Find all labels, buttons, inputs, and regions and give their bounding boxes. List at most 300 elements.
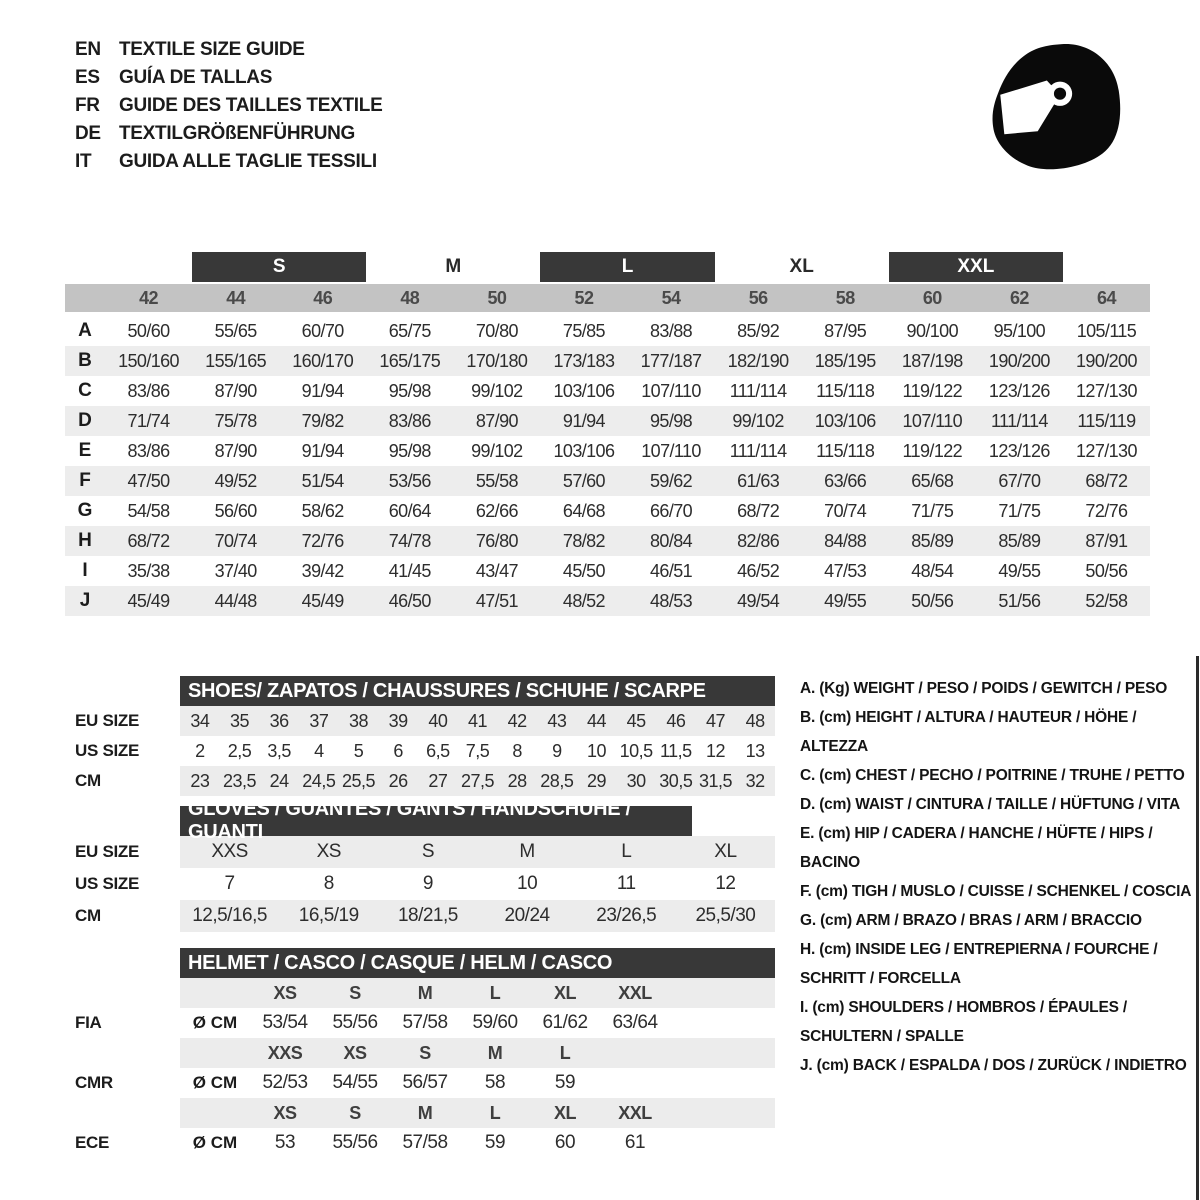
measurement-value: 182/190	[727, 350, 789, 371]
size-label: 60	[922, 287, 942, 308]
shoe-size-value: 23	[190, 770, 210, 791]
measurement-value: 107/110	[902, 410, 963, 431]
measurement-value: 83/86	[127, 380, 170, 401]
shoe-size-value: 10	[586, 740, 606, 761]
measurement-value: 72/76	[1085, 500, 1128, 521]
legend-key: B.	[800, 709, 816, 726]
helmet-size-label: L	[489, 982, 501, 1003]
helmet-size-value: 59	[484, 1132, 506, 1153]
measurement-value: 55/65	[214, 320, 257, 341]
measurement-value: 49/54	[737, 590, 780, 611]
language-code: FR	[75, 95, 100, 116]
helmet-size-value: 56/57	[402, 1072, 448, 1093]
size-group-header-row	[65, 252, 1150, 282]
helmet-value-row	[65, 1068, 775, 1098]
shoes-section-title: SHOES/ ZAPATOS / CHAUSSURES / SCHUHE / SCARPE	[188, 679, 706, 702]
measurement-value: 68/72	[737, 500, 780, 521]
row-label: US SIZE	[75, 741, 140, 760]
measurement-value: 46/51	[650, 560, 693, 581]
shoe-size-value: 32	[745, 770, 765, 791]
measurement-value: 76/80	[475, 530, 518, 551]
measurement-value: 47/51	[475, 590, 518, 611]
row-letter: B	[78, 350, 92, 371]
legend-text: HIP / CADERA / HANCHE / HÜFTE / HIPS / BACINO	[800, 825, 1153, 871]
table-row	[65, 376, 1150, 406]
measurement-value: 41/45	[388, 560, 431, 581]
gloves-rows	[65, 836, 775, 932]
diameter-cm-label: Ø CM	[192, 1073, 238, 1092]
shoe-size-value: 26	[388, 770, 408, 791]
measurement-value: 49/55	[824, 590, 867, 611]
glove-size-value: 7	[224, 873, 235, 894]
helmet-size-label: XXL	[618, 982, 652, 1003]
measurement-value: 75/85	[562, 320, 605, 341]
measurement-value: 115/118	[816, 440, 875, 461]
measurement-value: 71/74	[127, 410, 170, 431]
row-letter: H	[78, 530, 92, 551]
shoe-size-value: 25,5	[341, 770, 376, 791]
measurement-value: 52/58	[1085, 590, 1128, 611]
measurement-value: 95/98	[388, 380, 431, 401]
measurement-value: 87/95	[824, 320, 867, 341]
shoe-size-value: 2	[195, 740, 205, 761]
shoe-size-value: 3,5	[267, 740, 291, 761]
measurement-value: 83/86	[388, 410, 431, 431]
helmet-size-value: 61/62	[542, 1012, 588, 1033]
language-row	[75, 64, 382, 92]
measurement-value: 64/68	[562, 500, 605, 521]
helmet-size-label: S	[349, 1102, 361, 1123]
table-row	[65, 586, 1150, 616]
measurement-value: 58/62	[301, 500, 344, 521]
legend-text: WEIGHT / PESO / POIDS / GEWITCH / PESO	[853, 680, 1168, 697]
measurement-value: 53/56	[388, 470, 431, 491]
gloves-row	[65, 900, 775, 932]
helmet-size-label: L	[559, 1042, 571, 1063]
glove-size-value: XXS	[211, 841, 248, 862]
shoe-size-value: 27,5	[460, 770, 495, 791]
measurement-value: 155/165	[205, 350, 267, 371]
standard-label: CMR	[75, 1073, 113, 1092]
standard-label: FIA	[75, 1013, 102, 1032]
helmet-size-header-row	[65, 978, 775, 1008]
table-row	[65, 466, 1150, 496]
measurement-value: 103/106	[553, 380, 615, 401]
size-label: 64	[1097, 287, 1116, 308]
racing-helmet-icon	[983, 36, 1135, 196]
size-label: 46	[313, 287, 333, 308]
racing-helmet-icon-svg	[983, 36, 1135, 196]
row-letter: F	[79, 470, 91, 491]
glove-size-value: L	[621, 841, 632, 862]
glove-size-value: 20/24	[504, 905, 550, 926]
gloves-section-title: GLOVES / GUANTES / GANTS / HANDSCHUHE / GUANTI	[188, 798, 631, 843]
shoe-size-value: 38	[348, 710, 368, 731]
measurement-value: 65/75	[388, 320, 431, 341]
measurement-value: 46/52	[737, 560, 780, 581]
helmet-size-value: 54/55	[332, 1072, 378, 1093]
measurement-value: 57/60	[562, 470, 605, 491]
measurement-value: 190/200	[1076, 350, 1137, 371]
legend-unit: (cm)	[818, 825, 851, 842]
shoes-section	[65, 676, 775, 796]
measurement-value: 91/94	[301, 440, 344, 461]
language-title: TEXTILE SIZE GUIDE	[119, 39, 305, 60]
measurement-value: 103/106	[553, 440, 615, 461]
shoe-size-value: 43	[547, 710, 567, 731]
measurement-value: 91/94	[562, 410, 605, 431]
shoes-rows	[65, 706, 775, 796]
size-group-s: S	[192, 252, 366, 282]
measurement-value: 68/72	[1085, 470, 1128, 491]
legend-item	[800, 906, 1196, 935]
measurement-value: 95/98	[650, 410, 693, 431]
shoe-size-value: 5	[353, 740, 364, 761]
helmet-section-header	[180, 948, 775, 978]
glove-size-value: 12	[715, 873, 736, 894]
legend-key: A.	[800, 680, 816, 697]
measurement-value: 83/88	[650, 320, 693, 341]
size-group-m: M	[445, 256, 462, 277]
helmet-size-label: XS	[273, 982, 297, 1003]
helmet-size-value: 63/64	[612, 1012, 658, 1033]
glove-size-value: 9	[422, 873, 433, 894]
measurement-value: 50/56	[911, 590, 954, 611]
legend-item	[800, 703, 1196, 761]
measurement-value: 70/74	[824, 500, 867, 521]
table-row	[65, 346, 1150, 376]
legend-unit: (cm)	[820, 912, 853, 929]
legend-key: E.	[800, 825, 815, 842]
measurement-value: 82/86	[737, 530, 780, 551]
measurement-value: 62/66	[475, 500, 518, 521]
measurement-value: 49/52	[214, 470, 257, 491]
legend-unit: (cm)	[819, 709, 852, 726]
legend-text: TIGH / MUSLO / CUISSE / SCHENKEL / COSCIA	[851, 883, 1192, 900]
shoe-size-value: 29	[586, 770, 606, 791]
table-row	[65, 406, 1150, 436]
shoe-size-value: 46	[666, 710, 686, 731]
size-label: 58	[835, 287, 855, 308]
measurement-value: 99/102	[471, 440, 523, 461]
legend-text: CHEST / PECHO / POITRINE / TRUHE / PETTO	[855, 767, 1185, 784]
clothing-size-table	[65, 252, 1150, 616]
measurement-value: 115/119	[1077, 410, 1136, 431]
size-label: 54	[661, 287, 681, 308]
helmet-size-value: 60	[554, 1132, 576, 1153]
measurement-value: 37/40	[214, 560, 257, 581]
helmet-size-value: 58	[484, 1072, 506, 1093]
measurement-value: 127/130	[1076, 380, 1137, 401]
helmet-value-row	[65, 1128, 775, 1158]
diameter-cm-label: Ø CM	[192, 1133, 238, 1152]
measurement-value: 173/183	[553, 350, 615, 371]
shoe-size-value: 40	[428, 710, 448, 731]
measurement-value: 107/110	[641, 380, 701, 401]
measurement-value: 75/78	[214, 410, 257, 431]
glove-size-value: 16,5/19	[298, 905, 359, 926]
measurement-value: 119/122	[902, 380, 963, 401]
size-group-xxl: XXL	[889, 252, 1063, 282]
legend-item	[800, 935, 1196, 993]
size-label: 62	[1009, 287, 1029, 308]
language-row	[75, 92, 382, 120]
legend-key: G.	[800, 912, 816, 929]
row-label: EU SIZE	[75, 842, 140, 861]
measurement-value: 51/54	[301, 470, 344, 491]
helmet-section-title: HELMET / CASCO / CASQUE / HELM / CASCO	[188, 951, 613, 974]
shoe-size-value: 39	[388, 710, 408, 731]
row-letter: G	[77, 500, 93, 521]
legend-key: D.	[800, 796, 816, 813]
measurement-value: 170/180	[466, 350, 528, 371]
measurement-value: 115/118	[816, 380, 875, 401]
size-group-l: L	[540, 252, 714, 282]
legend-key: F.	[800, 883, 812, 900]
helmet-size-label: S	[349, 982, 361, 1003]
helmet-size-label: L	[489, 1102, 501, 1123]
language-row	[75, 148, 382, 176]
helmet-section	[65, 948, 775, 1158]
table-row	[65, 526, 1150, 556]
helmet-size-header-row	[65, 1038, 775, 1068]
measurement-value: 39/42	[301, 560, 344, 581]
glove-size-value: S	[421, 841, 434, 862]
legend-unit: (Kg)	[819, 680, 850, 697]
shoe-size-value: 30,5	[659, 770, 693, 791]
shoe-size-value: 13	[745, 740, 765, 761]
language-code: ES	[75, 67, 100, 88]
size-label: 50	[487, 287, 507, 308]
legend-item	[800, 877, 1196, 906]
language-row	[75, 120, 382, 148]
measurement-value: 70/74	[214, 530, 257, 551]
shoe-size-value: 11,5	[659, 740, 692, 761]
measurement-value: 47/50	[127, 470, 170, 491]
legend-text: ARM / BRAZO / BRAS / ARM / BRACCIO	[855, 912, 1142, 929]
language-row	[75, 36, 382, 64]
language-title: TEXTILGRÖßENFÜHRUNG	[119, 123, 356, 144]
legend-key: H.	[800, 941, 816, 958]
shoe-size-value: 45	[626, 710, 646, 731]
shoes-row	[65, 736, 775, 766]
shoe-size-value: 23,5	[222, 770, 257, 791]
helmet-size-value: 53	[274, 1132, 296, 1153]
size-label: 56	[748, 287, 768, 308]
legend-unit: (cm)	[815, 883, 848, 900]
shoe-size-value: 35	[229, 710, 249, 731]
shoe-size-value: 34	[190, 710, 210, 731]
shoes-section-header	[180, 676, 775, 706]
measurement-value: 66/70	[650, 500, 693, 521]
measurement-legend	[800, 674, 1196, 1080]
glove-size-value: 11	[616, 873, 636, 894]
measurement-value: 95/100	[993, 320, 1046, 341]
row-letter: I	[82, 560, 88, 581]
measurement-value: 65/68	[911, 470, 954, 491]
shoe-size-value: 42	[507, 710, 527, 731]
glove-size-value: M	[519, 841, 535, 862]
gloves-section-header	[180, 798, 692, 843]
legend-text: BACK / ESPALDA / DOS / ZURÜCK / INDIETRO	[852, 1057, 1187, 1074]
diameter-cm-label: Ø CM	[192, 1013, 238, 1032]
shoe-size-value: 4	[314, 740, 324, 761]
shoe-size-value: 12	[705, 740, 725, 761]
legend-text: SHOULDERS / HOMBROS / ÉPAULES / SCHULTERN / SPALLE	[800, 999, 1127, 1045]
helmet-size-label: XL	[553, 982, 576, 1003]
measurement-value: 190/200	[988, 350, 1050, 371]
table-row	[65, 496, 1150, 526]
language-title: GUÍA DE TALLAS	[119, 67, 273, 88]
row-letter: C	[78, 380, 92, 401]
measurement-value: 99/102	[732, 410, 784, 431]
measurement-value: 105/115	[1076, 320, 1137, 341]
measurement-value: 60/64	[388, 500, 431, 521]
measurement-value: 103/106	[814, 410, 876, 431]
helmet-size-header-row	[65, 1098, 775, 1128]
helmet-size-label: M	[417, 1102, 433, 1123]
glove-size-value: 23/26,5	[596, 905, 657, 926]
helmet-size-value: 57/58	[402, 1012, 448, 1033]
shoe-size-value: 41	[467, 710, 487, 731]
row-letter: A	[78, 320, 92, 341]
helmet-rows	[65, 978, 775, 1158]
measurement-value: 87/91	[1085, 530, 1128, 551]
legend-text: HEIGHT / ALTURA / HAUTEUR / HÖHE / ALTEZZA	[800, 709, 1137, 755]
measurement-value: 87/90	[214, 380, 257, 401]
legend-unit: (cm)	[816, 1057, 849, 1074]
glove-size-value: 10	[517, 873, 538, 894]
language-code: DE	[75, 123, 101, 144]
measurement-value: 54/58	[127, 500, 170, 521]
measurement-value: 99/102	[471, 380, 523, 401]
measurement-value: 68/72	[127, 530, 170, 551]
table-row	[65, 436, 1150, 466]
measurement-value: 177/187	[640, 350, 702, 371]
band-spacer	[65, 284, 105, 312]
shoe-size-value: 28,5	[540, 770, 574, 791]
right-edge-line	[1196, 656, 1199, 1200]
glove-size-value: 25,5/30	[695, 905, 756, 926]
helmet-size-value: 59/60	[472, 1012, 518, 1033]
gloves-row	[65, 868, 775, 900]
helmet-size-label: XXL	[618, 1102, 652, 1123]
helmet-size-value: 59	[554, 1072, 576, 1093]
measurement-value: 50/56	[1085, 560, 1128, 581]
measurement-value: 70/80	[475, 320, 518, 341]
measurement-value: 48/54	[911, 560, 954, 581]
legend-text: INSIDE LEG / ENTREPIERNA / FOURCHE / SCHRITT / FORCELLA	[800, 941, 1158, 987]
measurement-value: 49/55	[998, 560, 1041, 581]
shoe-size-value: 37	[309, 710, 329, 731]
language-code: EN	[75, 39, 101, 60]
measurement-value: 123/126	[988, 440, 1050, 461]
gloves-section	[65, 798, 775, 932]
helmet-size-value: 55/56	[332, 1012, 378, 1033]
measurement-value: 45/50	[562, 560, 605, 581]
measurement-value: 160/170	[292, 350, 354, 371]
measurement-value: 107/110	[641, 440, 701, 461]
shoe-size-value: 10,5	[619, 740, 653, 761]
measurement-value: 150/160	[118, 350, 179, 371]
helmet-size-label: M	[417, 982, 433, 1003]
legend-item	[800, 993, 1196, 1051]
row-label: CM	[75, 771, 101, 790]
measurement-value: 48/52	[562, 590, 605, 611]
measurement-value: 79/82	[301, 410, 344, 431]
size-label: 52	[574, 287, 594, 308]
measurement-value: 35/38	[127, 560, 170, 581]
helmet-size-value: 55/56	[332, 1132, 378, 1153]
legend-unit: (cm)	[812, 999, 845, 1016]
measurement-value: 45/49	[127, 590, 170, 611]
row-label: EU SIZE	[75, 711, 140, 730]
row-label: US SIZE	[75, 874, 140, 893]
language-code: IT	[75, 151, 92, 172]
shoe-size-value: 24,5	[302, 770, 336, 791]
table-row	[65, 316, 1150, 346]
measurement-value: 72/76	[301, 530, 344, 551]
row-label: CM	[75, 906, 101, 925]
measurement-value: 127/130	[1076, 440, 1137, 461]
measurement-value: 123/126	[988, 380, 1050, 401]
helmet-size-label: XXS	[267, 1042, 303, 1063]
numeric-size-band	[65, 284, 1150, 312]
measurement-value: 44/48	[214, 590, 257, 611]
measurement-value: 111/114	[990, 410, 1048, 431]
measurement-value: 87/90	[475, 410, 518, 431]
legend-text: WAIST / CINTURA / TAILLE / HÜFTUNG / VITA	[855, 796, 1181, 813]
legend-key: J.	[800, 1057, 813, 1074]
measurement-value: 51/56	[998, 590, 1041, 611]
helmet-value-row	[65, 1008, 775, 1038]
measurement-value: 95/98	[388, 440, 431, 461]
shoe-size-value: 30	[626, 770, 646, 791]
legend-unit: (cm)	[819, 796, 852, 813]
shoe-size-value: 31,5	[698, 770, 733, 791]
gloves-row	[65, 836, 775, 868]
legend-unit: (cm)	[819, 767, 852, 784]
shoe-size-value: 8	[512, 740, 522, 761]
measurement-value: 60/70	[301, 320, 344, 341]
measurement-value: 90/100	[906, 320, 959, 341]
shoe-size-value: 36	[269, 710, 289, 731]
row-letter: J	[79, 590, 91, 611]
standard-label: ECE	[75, 1133, 110, 1152]
measurement-value: 85/92	[737, 320, 780, 341]
measurement-value: 187/198	[901, 350, 963, 371]
measurement-value: 83/86	[127, 440, 170, 461]
helmet-size-label: XS	[273, 1102, 297, 1123]
legend-unit: (cm)	[819, 941, 852, 958]
measurement-value: 56/60	[214, 500, 257, 521]
shoe-size-value: 24	[269, 770, 289, 791]
helmet-size-label: XL	[553, 1102, 576, 1123]
helmet-size-label: S	[419, 1042, 431, 1063]
measurement-value: 45/49	[301, 590, 344, 611]
row-letter: E	[78, 440, 92, 461]
legend-item	[800, 790, 1196, 819]
measurement-value: 47/53	[824, 560, 867, 581]
measurement-value: 55/58	[475, 470, 518, 491]
measurement-value: 71/75	[911, 500, 954, 521]
glove-size-value: XL	[714, 841, 737, 862]
measurement-value: 185/195	[814, 350, 876, 371]
size-label: 44	[226, 287, 246, 308]
glove-size-value: 18/21,5	[397, 905, 458, 926]
measurement-value: 85/89	[911, 530, 954, 551]
legend-key: C.	[800, 767, 816, 784]
